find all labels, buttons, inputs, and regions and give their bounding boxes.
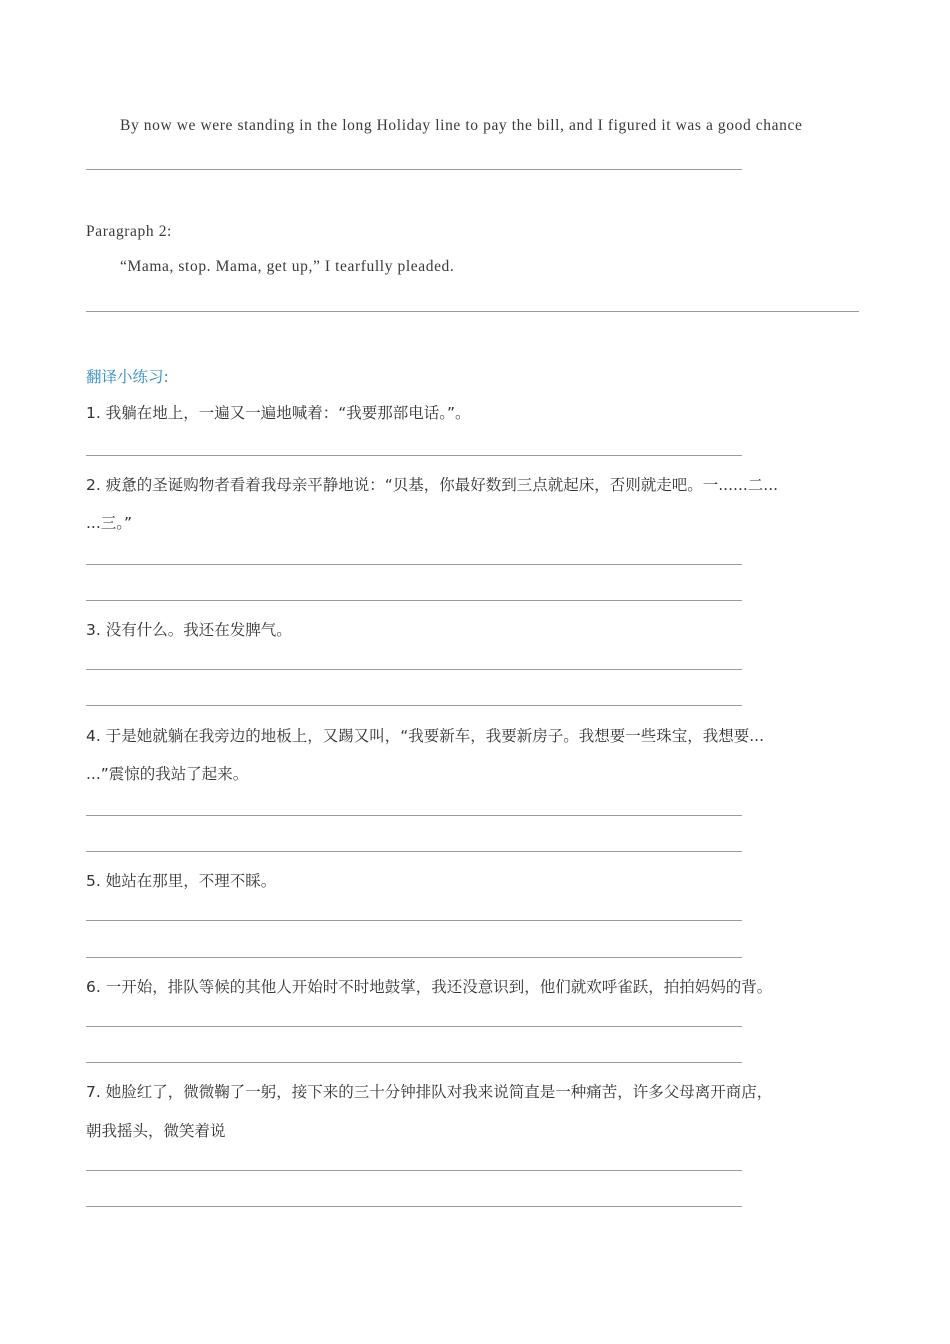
answer-line [86,815,742,816]
answer-line [86,1206,742,1207]
answer-line [86,705,742,706]
paragraph-2-text: “Mama, stop. Mama, get up,” I tearfully pleaded. [120,258,455,275]
answer-line [86,920,742,921]
translation-item-4: 4. 于是她就躺在我旁边的地板上，又踢又叫，“我要新车，我要新房子。我想要一些珠宝，我想要... [86,727,765,745]
answer-line [86,1170,742,1171]
answer-line [86,564,742,565]
translation-item-2: 2. 疲惫的圣诞购物者看着我母亲平静地说：“贝基，你最好数到三点就起床，否则就走吧。一......二... [86,476,779,494]
answer-line [86,669,742,670]
answer-line [86,455,742,456]
translation-item-2-cont: ...三。” [86,514,133,532]
translation-item-5: 5. 她站在那里，不理不睬。 [86,872,277,890]
paragraph-1-text: By now we were standing in the long Holiday line to pay the bill, and I figured it was a good chance [120,117,803,134]
translation-heading: 翻译小练习: [86,368,169,386]
translation-item-1: 1. 我躺在地上，一遍又一遍地喊着：“我要那部电话。”。 [86,404,471,422]
translation-item-3: 3. 没有什么。我还在发脾气。 [86,621,292,639]
answer-line [86,1026,742,1027]
answer-line [86,1062,742,1063]
translation-item-4-cont: ...”震惊的我站了起来。 [86,765,249,783]
answer-line [86,169,742,170]
translation-item-6: 6. 一开始，排队等候的其他人开始时不时地鼓掌，我还没意识到，他们就欢呼雀跃，拍拍妈妈的背。 [86,978,773,996]
answer-line [86,311,859,312]
translation-item-7: 7. 她脸红了，微微鞠了一躬，接下来的三十分钟排队对我来说简直是一种痛苦，许多父母离开商店， [86,1083,773,1101]
answer-line [86,957,742,958]
translation-item-7-cont: 朝我摇头，微笑着说 [86,1122,226,1140]
paragraph-2-label: Paragraph 2: [86,223,172,240]
answer-line [86,600,742,601]
answer-line [86,851,742,852]
